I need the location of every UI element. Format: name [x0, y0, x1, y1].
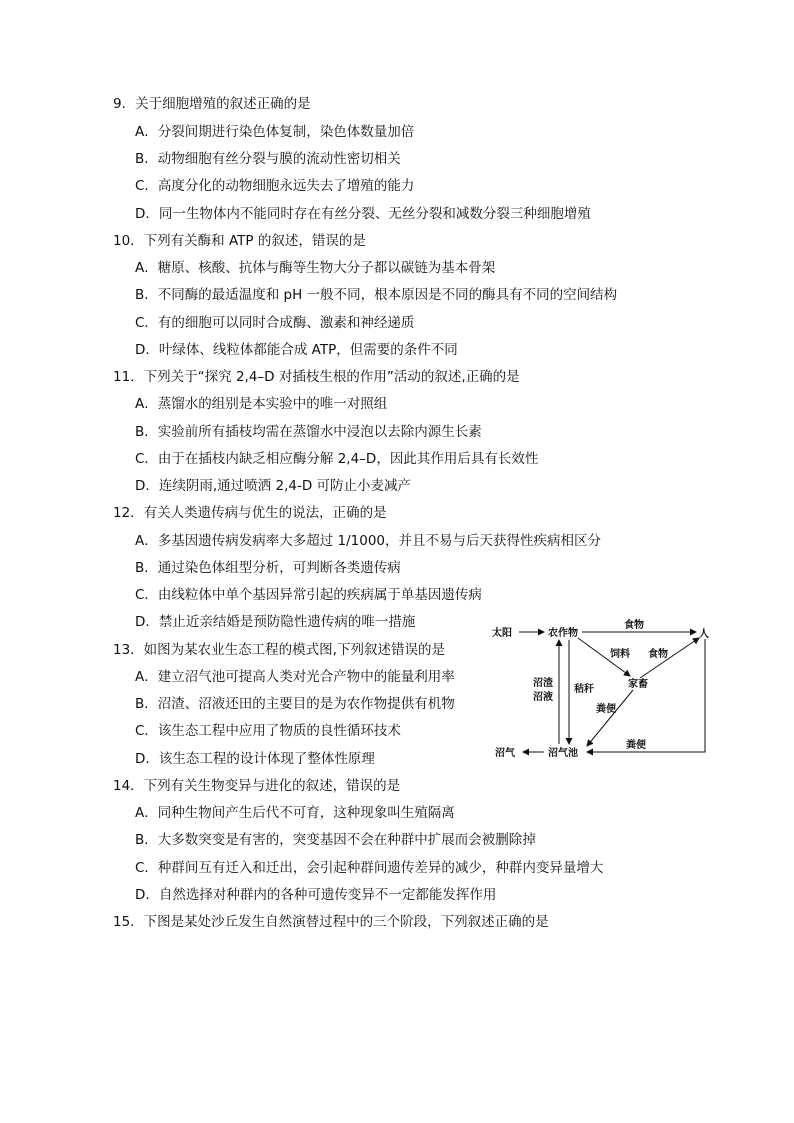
question-12-option-c: C．由线粒体中单个基因异常引起的疾病属于单基因遗传病	[135, 587, 482, 603]
crops-label: 农作物	[548, 628, 578, 639]
question-11-option-c: C．由于在插枝内缺乏相应酶分解 2,4–D，因此其作用后具有长效性	[135, 451, 539, 467]
question-10-option-a: A．糖原、核酸、抗体与酶等生物大分子都以碳链为基本骨架	[135, 260, 496, 276]
question-9-option-c: C．高度分化的动物细胞永远失去了增殖的能力	[135, 178, 415, 194]
question-11-option-b: B．实验前所有插枝均需在蒸馏水中浸泡以去除内源生长素	[135, 424, 482, 440]
question-13-option-d: D．该生态工程的设计体现了整体性原理	[135, 751, 375, 767]
question-9-stem: 9．关于细胞增殖的叙述正确的是	[113, 96, 311, 112]
question-12-option-a: A．多基因遗传病发病率大多超过 1/1000，并且不易与后天获得性疾病相区分	[135, 533, 602, 549]
question-9-option-a: A．分裂间期进行染色体复制，染色体数量加倍	[135, 124, 415, 140]
fodder-label: 饲料	[610, 649, 630, 660]
arrow-livestock-to-pool	[587, 690, 633, 746]
biogas-pool-label: 沼气池	[548, 748, 578, 759]
question-14-stem: 14．下列有关生物变异与进化的叙述，错误的是	[113, 778, 401, 794]
livestock-label: 家畜	[628, 679, 648, 690]
question-11-stem: 11．下列关于“探究 2,4–D 对插枝生根的作用”活动的叙述,正确的是	[113, 369, 520, 385]
food-mid-label: 食物	[648, 649, 668, 660]
question-13-option-a: A．建立沼气池可提高人类对光合产物中的能量利用率	[135, 669, 455, 685]
question-10-stem: 10．下列有关酶和 ATP 的叙述，错误的是	[113, 233, 366, 249]
question-14-option-c: C．种群间互有迁入和迁出，会引起种群间遗传差异的减少，种群内变异量增大	[135, 860, 604, 876]
biogas-label: 沼气	[495, 748, 515, 759]
question-9-option-d: D．同一生物体内不能同时存在有丝分裂、无丝分裂和减数分裂三种细胞增殖	[135, 206, 591, 222]
straw-label: 秸秆	[574, 684, 594, 695]
question-13-option-c: C．该生态工程中应用了物质的良性循环技术	[135, 723, 401, 739]
arrow-human-to-pool	[587, 639, 705, 752]
question-13-option-b: B．沼渣、沼液还田的主要目的是为农作物提供有机物	[135, 696, 455, 712]
sun-label: 太阳	[492, 628, 512, 639]
liquid-label: 沼液	[533, 692, 553, 703]
food-top-label: 食物	[624, 620, 644, 631]
question-10-option-c: C．有的细胞可以同时合成酶、激素和神经递质	[135, 315, 415, 331]
manure-left-label: 粪便	[596, 704, 616, 715]
question-12-option-d: D．禁止近亲结婚是预防隐性遗传病的唯一措施	[135, 614, 416, 630]
question-14-option-d: D．自然选择对种群内的各种可遗传变异不一定都能发挥作用	[135, 887, 497, 903]
question-11-option-a: A．蒸馏水的组别是本实验中的唯一对照组	[135, 396, 388, 412]
question-11-option-d: D．连续阴雨,通过喷洒 2,4-D 可防止小麦减产	[135, 478, 412, 494]
human-label: 人	[699, 629, 709, 640]
question-10-option-d: D．叶绿体、线粒体都能合成 ATP，但需要的条件不同	[135, 342, 458, 358]
question-13-stem: 13．如图为某农业生态工程的模式图,下列叙述错误的是	[113, 642, 445, 658]
question-9-option-b: B．动物细胞有丝分裂与膜的流动性密切相关	[135, 151, 401, 167]
question-14-option-a: A．同种生物间产生后代不可育，这种现象叫生殖隔离	[135, 805, 455, 821]
eco-engineering-diagram	[490, 618, 720, 764]
residue-label: 沼渣	[533, 678, 553, 689]
question-12-option-b: B．通过染色体组型分析，可判断各类遗传病	[135, 560, 401, 576]
question-14-option-b: B．大多数突变是有害的，突变基因不会在种群中扩展而会被删除掉	[135, 832, 536, 848]
manure-right-label: 粪便	[626, 740, 646, 751]
question-12-stem: 12．有关人类遗传病与优生的说法，正确的是	[113, 505, 387, 521]
question-15-stem: 15．下图是某处沙丘发生自然演替过程中的三个阶段，下列叙述正确的是	[113, 914, 549, 930]
question-10-option-b: B．不同酶的最适温度和 pH 一般不同，根本原因是不同的酶具有不同的空间结构	[135, 287, 618, 303]
